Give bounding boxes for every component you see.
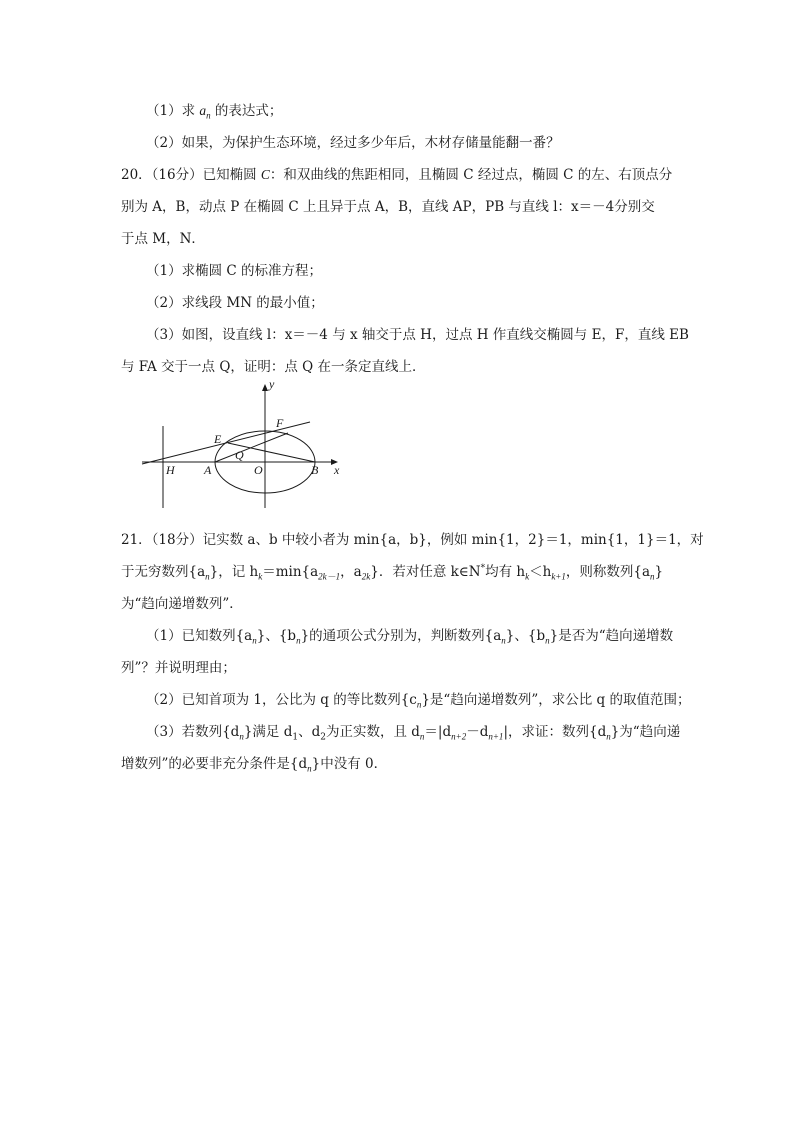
q20-line3: 于点 M，N． [121, 231, 205, 247]
q21-line2-d: ，a [340, 564, 362, 580]
q20-part3-line2: 与 FA 交于一点 Q，证明：点 Q 在一条定直线上． [121, 359, 426, 375]
q21-s2-b: }是“趋向递增数列”，求公比 q 的取值范围； [421, 692, 691, 708]
label-B: B [311, 463, 319, 477]
sub-n: n [419, 731, 425, 742]
label-A: A [204, 463, 212, 477]
q21-line3: 为“趋向递增数列”． [121, 596, 243, 612]
sub-k: k [258, 571, 263, 582]
q20-number: 20．（16分）已知椭圆 [121, 167, 261, 183]
q21-line2-h: ，则称数列{a [565, 564, 651, 580]
q20-line1 [121, 166, 672, 184]
sub-n: n [501, 635, 506, 646]
q21-s1-d: }、{b [505, 628, 546, 644]
sub-n-2: n+2 [451, 731, 467, 742]
sub-k-1: k+1 [551, 571, 566, 582]
sub-n-1: n+1 [488, 731, 504, 742]
sub-n: n [205, 571, 210, 582]
sub-n: n [416, 699, 422, 710]
sub-2k: 2k [361, 571, 371, 582]
q20-part1: （1）求椭圆 C 的标准方程； [146, 263, 323, 279]
q21-line2-g: ＜h [529, 564, 552, 580]
q20-part3-line1: （3）如图，设直线 l：x＝－4 与 x 轴交于点 H，过点 H 作直线交椭圆与 E，F，直线 EB [146, 327, 689, 343]
label-E: E [214, 432, 222, 446]
q21-line2-a: 于无穷数列{a [121, 564, 206, 580]
sub-1: 1 [292, 732, 299, 743]
q21-part1-line1 [146, 627, 673, 645]
sub-2: 2 [320, 732, 326, 743]
label-Q: Q [235, 448, 244, 462]
q19-part1 [146, 102, 282, 120]
q21-s3-c: 、d [298, 724, 321, 740]
q21-line2-e: }．若对任意 k∈N [370, 564, 481, 580]
q21-s3-b: }满足 d [243, 724, 293, 740]
line-FA [215, 433, 288, 462]
sub-n: n [650, 571, 655, 582]
sup-star: * [480, 563, 486, 574]
q21-s3-g: |，求证：数列{d [503, 724, 607, 740]
q21-s3-i: 增数列”的必要非充分条件是{d [121, 756, 308, 772]
q21-part3-line2 [121, 755, 387, 773]
sub-2k-1: 2k－1 [318, 571, 341, 582]
q21-part3-line1 [146, 723, 680, 741]
q21-part1-line2: 列”？并说明理由； [121, 660, 236, 676]
label-y: y [269, 377, 275, 391]
sub-k: k [525, 571, 530, 582]
q21-line2-i: } [654, 564, 664, 580]
var-a: a [199, 103, 207, 118]
q21-line1: 21．（18分）记实数 a、b 中较小者为 min{a，b}，例如 min{1，2}＝1，min{1，1}＝1，对 [121, 532, 704, 548]
ellipse-figure [138, 376, 348, 512]
q21-s3-j: }中没有 0． [311, 756, 388, 772]
q21-line2-f: 均有 h [485, 564, 526, 580]
sub-n: n [252, 635, 257, 646]
q21-s2-a: （2）已知首项为 1，公比为 q 的等比数列{c [146, 692, 417, 708]
sub-n: n [307, 763, 312, 774]
q19-part1-label: （1）求 [146, 103, 200, 119]
q20-part2: （2）求线段 MN 的最小值； [146, 295, 324, 311]
sub-n: n [296, 635, 301, 646]
q21-s3-h: }为“趋向递 [610, 724, 681, 740]
q20-line2: 别为 A，B，动点 P 在椭圆 C 上且异于点 A，B，直线 AP，PB 与直线 l：x＝－4分别交 [121, 199, 655, 215]
var-C: C [260, 167, 270, 182]
q21-line2 [121, 563, 663, 581]
q19-part2: （2）如果，为保护生态环境，经过多少年后，木材存储量能翻一番？ [146, 135, 560, 151]
q21-line2-c: ＝min{a [262, 564, 319, 580]
q21-s3-f: －d [466, 724, 489, 740]
q19-part1-text: 的表达式； [210, 103, 283, 119]
label-O: O [254, 463, 263, 477]
sub-n: n [239, 731, 244, 742]
sub-n: n [606, 731, 611, 742]
q21-line2-b: }，记 h [209, 564, 259, 580]
sub-n: n [545, 635, 550, 646]
q21-s1-b: }、{b [256, 628, 297, 644]
q21-s1-c: }的通项公式分别为，判断数列{a [300, 628, 502, 644]
q21-part2 [146, 691, 690, 709]
q21-s1-e: }是否为“趋向递增数 [549, 628, 674, 644]
q21-s1-a: （1）已知数列{a [146, 628, 253, 644]
q21-s3-e: ＝|d [424, 724, 452, 740]
label-H: H [166, 463, 175, 477]
q21-s3-a: （3）若数列{d [146, 724, 240, 740]
q21-s3-d: 为正实数，且 d [325, 724, 420, 740]
label-x: x [334, 463, 340, 477]
y-axis-arrow [262, 384, 268, 391]
label-F: F [276, 416, 284, 430]
sub-n: n [206, 110, 211, 121]
q20-line1-text: ：和双曲线的焦距相同，且椭圆 C 经过点，椭圆 C 的左、右顶点分 [269, 167, 673, 183]
